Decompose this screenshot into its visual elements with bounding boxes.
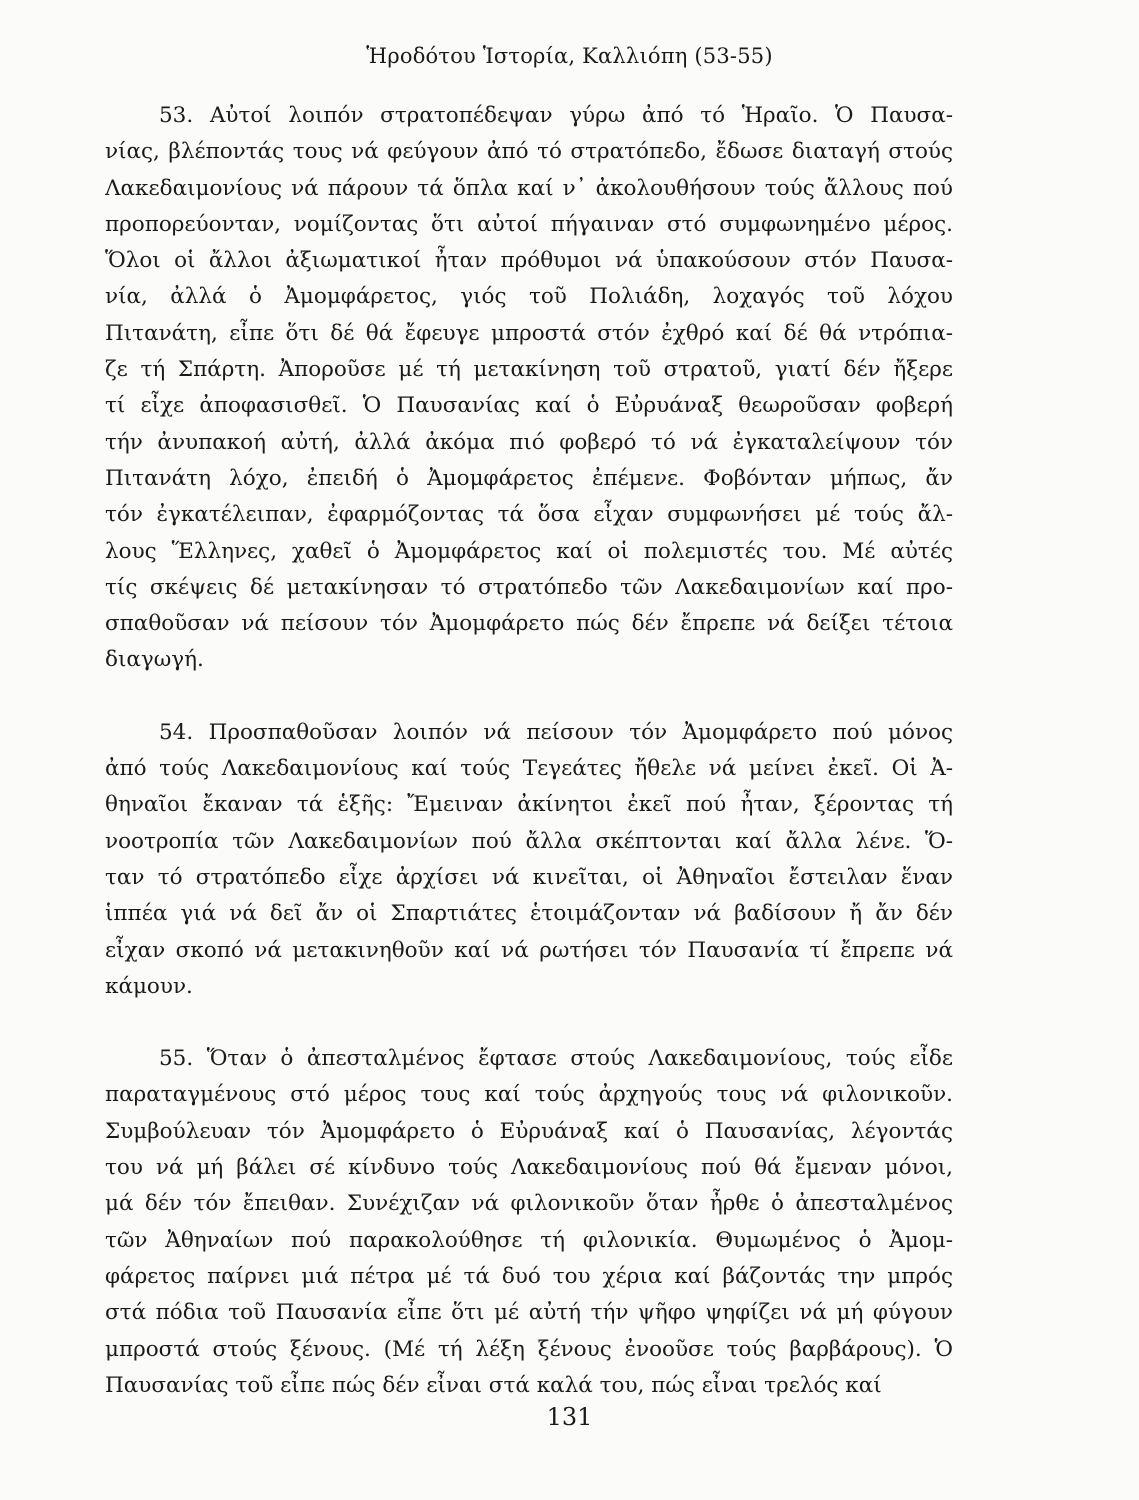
text-line: ζε τή Σπάρτη. Ἀποροῦσε μέ τή μετακίνηση τοῦ στρατοῦ, γιατί δέν ἤξερε [105, 357, 953, 383]
running-head: Ἡροδότου Ἱστορία, Καλλιόπη (53-55) [366, 44, 773, 68]
text-line: ἀπό τούς Λακεδαιμονίους καί τούς Τεγεάτες ἤθελε νά μείνει ἐκεῖ. Οἱ Ἀ- [105, 756, 953, 782]
text-line: του νά μή βάλει σέ κίνδυνο τούς Λακεδαιμονίους πού θά ἔμεναν μόνοι, [105, 1155, 953, 1181]
text-line: τί εἶχε ἀποφασισθεῖ. Ὁ Παυσανίας καί ὁ Εὐρυάναξ θεωροῦσαν φοβερή [105, 393, 953, 419]
text-line: φάρετος παίρνει μιά πέτρα μέ τά δυό του χέρια καί βάζοντάς την μπρός [105, 1263, 953, 1289]
page-body [105, 98, 953, 1440]
text-line: στά πόδια τοῦ Παυσανία εἶπε ὅτι μέ αὐτή τήν ψῆφο ψηφίζει νά μή φύγουν [105, 1300, 953, 1326]
text-line: Πιτανάτη λόχο, ἐπειδή ὁ Ἀμομφάρετος ἐπέμενε. Φοβόνταν μήπως, ἄν [105, 465, 953, 491]
text-line: Συμβούλευαν τόν Ἀμομφάρετο ὁ Εὐρυάναξ καί ὁ Παυσανίας, λέγοντάς [105, 1118, 953, 1144]
text-line: παραταγμένους στό μέρος τους καί τούς ἀρχηγούς τους νά φιλονικοῦν. [105, 1082, 953, 1108]
paragraph-53 [105, 98, 953, 679]
text-line: προπορεύονταν, νομίζοντας ὅτι αὐτοί πήγαιναν στό συμφωνημένο μέρος. [105, 211, 953, 237]
text-line: θηναῖοι ἔκαναν τά ἑξῆς: Ἔμειναν ἀκίνητοι ἐκεῖ πού ἦταν, ξέροντας τή [105, 792, 953, 818]
text-line: μά δέν τόν ἔπειθαν. Συνέχιζαν νά φιλονικοῦν ὅταν ἦρθε ὁ ἀπεσταλμένος [105, 1191, 953, 1217]
text-line: εἶχαν σκοπό νά μετακινηθοῦν καί νά ρωτήσει τόν Παυσανία τί ἔπρεπε νά [105, 937, 953, 963]
text-line: κάμουν. [105, 973, 193, 999]
text-line: Ὅλοι οἱ ἄλλοι ἀξιωματικοί ἦταν πρόθυμοι νά ὑπακούσουν στόν Παυσα- [105, 248, 953, 274]
text-line: νίας, βλέποντάς τους νά φεύγουν ἀπό τό στρατόπεδο, ἔδωσε διαταγή στούς [105, 139, 953, 165]
paragraph-54 [105, 715, 953, 1005]
text-line: διαγωγή. [105, 647, 204, 673]
text-line: τῶν Ἀθηναίων πού παρακολούθησε τή φιλονικία. Θυμωμένος ὁ Ἀμομ- [105, 1227, 953, 1253]
text-line: 55. Ὅταν ὁ ἀπεσταλμένος ἔφτασε στούς Λακεδαιμονίους, τούς εἶδε [159, 1046, 953, 1072]
text-line: μπροστά στούς ξένους. (Μέ τή λέξη ξένους ἐνοοῦσε τούς βαρβάρους). Ὁ [105, 1336, 953, 1362]
text-line: τήν ἀνυπακοή αὐτή, ἀλλά ἀκόμα πιό φοβερό τό νά ἐγκαταλείψουν τόν [105, 429, 953, 455]
text-line: νία, ἀλλά ὁ Ἀμομφάρετος, γιός τοῦ Πολιάδη, λοχαγός τοῦ λόχου [105, 284, 953, 310]
text-line: 54. Προσπαθοῦσαν λοιπόν νά πείσουν τόν Ἀμομφάρετο πού μόνος [159, 719, 953, 745]
text-line: ταν τό στρατόπεδο εἶχε ἀρχίσει νά κινεῖται, οἱ Ἀθηναῖοι ἔστειλαν ἕναν [105, 864, 953, 890]
paragraph-55 [105, 1041, 953, 1404]
text-line: Παυσανίας τοῦ εἶπε πώς δέν εἶναι στά καλά του, πώς εἶναι τρελός καί [105, 1372, 882, 1398]
text-line: Πιτανάτη, εἶπε ὅτι δέ θά ἔφευγε μπροστά στόν ἐχθρό καί δέ θά ντρόπια- [105, 320, 953, 346]
text-line: νοοτροπία τῶν Λακεδαιμονίων πού ἄλλα σκέπτονται καί ἄλλα λένε. Ὅ- [105, 828, 953, 854]
text-line: 53. Αὐτοί λοιπόν στρατοπέδεψαν γύρω ἀπό τό Ἡραῖο. Ὁ Παυσα- [159, 103, 953, 128]
text-line: τίς σκέψεις δέ μετακίνησαν τό στρατόπεδο τῶν Λακεδαιμονίων καί προ- [105, 574, 953, 600]
page-number: 131 [546, 1403, 593, 1431]
text-line: ἱππέα γιά νά δεῖ ἄν οἱ Σπαρτιάτες ἑτοιμάζονταν νά βαδίσουν ἤ ἄν δέν [105, 901, 953, 927]
text-line: Λακεδαιμονίους νά πάρουν τά ὅπλα καί ν᾿ ἀκολουθήσουν τούς ἄλλους πού [105, 175, 953, 201]
text-line: λους Ἕλληνες, χαθεῖ ὁ Ἀμομφάρετος καί οἱ πολεμιστές του. Μέ αὐτές [105, 538, 953, 564]
text-line: σπαθοῦσαν νά πείσουν τόν Ἀμομφάρετο πώς δέν ἔπρεπε νά δείξει τέτοια [105, 611, 953, 637]
text-line: τόν ἐγκατέλειπαν, ἐφαρμόζοντας τά ὅσα εἶχαν συμφωνήσει μέ τούς ἄλ- [105, 502, 953, 528]
